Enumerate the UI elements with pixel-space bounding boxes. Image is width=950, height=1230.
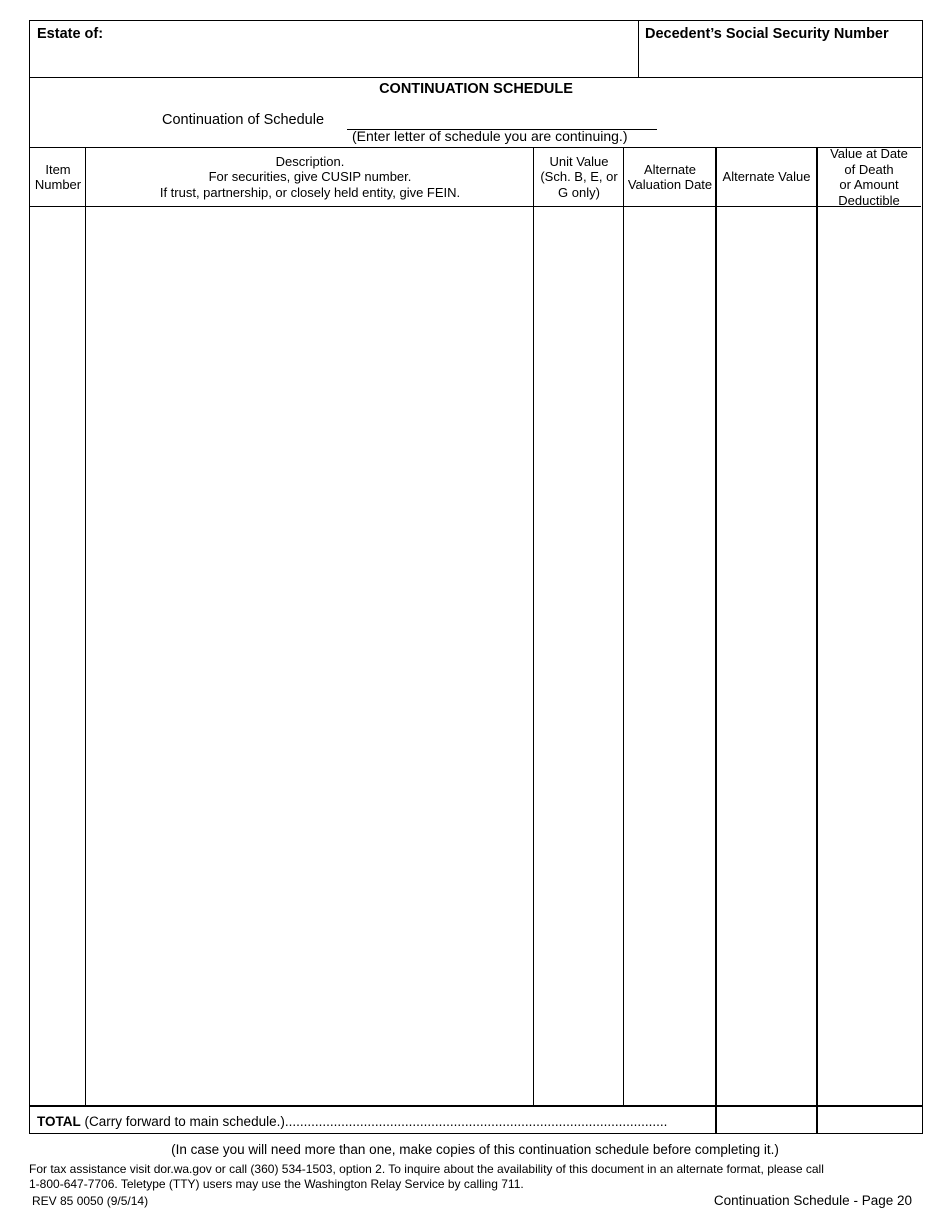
ssn-label: Decedent’s Social Security Number — [645, 26, 889, 42]
column-divider — [715, 147, 717, 1133]
value-at-date-of-death-column-input[interactable] — [820, 209, 920, 1103]
col-dod-value-line: or Amount — [839, 177, 899, 192]
column-divider — [623, 147, 624, 1105]
col-unit-value-line: Unit Value — [549, 153, 609, 169]
item-number-column-input[interactable] — [32, 209, 83, 1103]
col-header-alternate-value — [716, 147, 817, 207]
col-header-alternate-valuation-date — [624, 147, 716, 207]
col-dod-value-line: of Death — [844, 161, 894, 177]
page-title: CONTINUATION SCHEDULE — [379, 81, 573, 97]
copies-note: (In case you will need more than one, make copies of this continuation schedule before completing it.) — [171, 1142, 779, 1157]
column-divider — [816, 147, 818, 1133]
schedule-letter-hint: (Enter letter of schedule you are continuing.) — [352, 128, 628, 144]
continuation-of-schedule-label: Continuation of Schedule — [162, 112, 325, 128]
estate-label: Estate of: — [37, 26, 104, 42]
tax-assistance-text — [29, 1162, 899, 1192]
col-header-value-at-date-of-death — [817, 147, 921, 207]
page-number: Continuation Schedule - Page 20 — [713, 1193, 912, 1208]
col-header-item-number — [30, 147, 86, 207]
alternate-value-column-input[interactable] — [719, 209, 814, 1103]
col-item-line: Number — [34, 177, 82, 192]
estate-field[interactable] — [30, 21, 639, 77]
unit-value-column-input[interactable] — [536, 209, 621, 1103]
total-leader: ...................................................................................................... — [284, 1114, 668, 1129]
total-label — [37, 1114, 667, 1129]
col-header-unit-value — [534, 147, 624, 207]
col-alt-value-line: Alternate Value — [722, 169, 811, 185]
continuation-schedule-form — [29, 20, 923, 1134]
schedule-title-area — [30, 78, 922, 147]
header-row — [30, 21, 922, 78]
description-column-input[interactable] — [88, 209, 531, 1103]
total-bold: TOTAL — [37, 1114, 81, 1129]
col-alt-date-line: Alternate — [643, 161, 697, 177]
total-row — [30, 1105, 922, 1133]
assist-line: 1-800-647-7706. Teletype (TTY) users may use the Washington Relay Service by calling 711. — [29, 1177, 524, 1191]
col-alt-date-line: Valuation Date — [627, 177, 713, 192]
total-alternate-value-input[interactable] — [719, 1109, 814, 1131]
total-text: (Carry forward to main schedule.) — [84, 1114, 285, 1129]
col-description-line: If trust, partnership, or closely held entity, give FEIN. — [159, 184, 461, 200]
decedent-ssn-field[interactable] — [639, 21, 922, 77]
total-value-at-date-of-death-input[interactable] — [820, 1109, 920, 1131]
form-revision: REV 85 0050 (9/5/14) — [32, 1194, 149, 1208]
col-header-description — [86, 147, 534, 207]
assist-line: For tax assistance visit dor.wa.gov or call (360) 534-1503, option 2. To inquire about the availability of this document in an alternate format, please call — [29, 1162, 824, 1176]
col-description-line: Description. — [275, 153, 345, 169]
col-unit-value-line: (Sch. B, E, or — [540, 169, 618, 185]
col-unit-value-line: G only) — [558, 184, 600, 200]
alternate-valuation-date-column-input[interactable] — [626, 209, 713, 1103]
col-item-line: Item — [45, 161, 71, 177]
col-dod-value-line: Deductible — [838, 192, 900, 207]
col-dod-value-line: Value at Date — [830, 147, 908, 161]
column-divider — [85, 147, 86, 1105]
col-description-line: For securities, give CUSIP number. — [208, 169, 412, 185]
column-divider — [533, 147, 534, 1105]
